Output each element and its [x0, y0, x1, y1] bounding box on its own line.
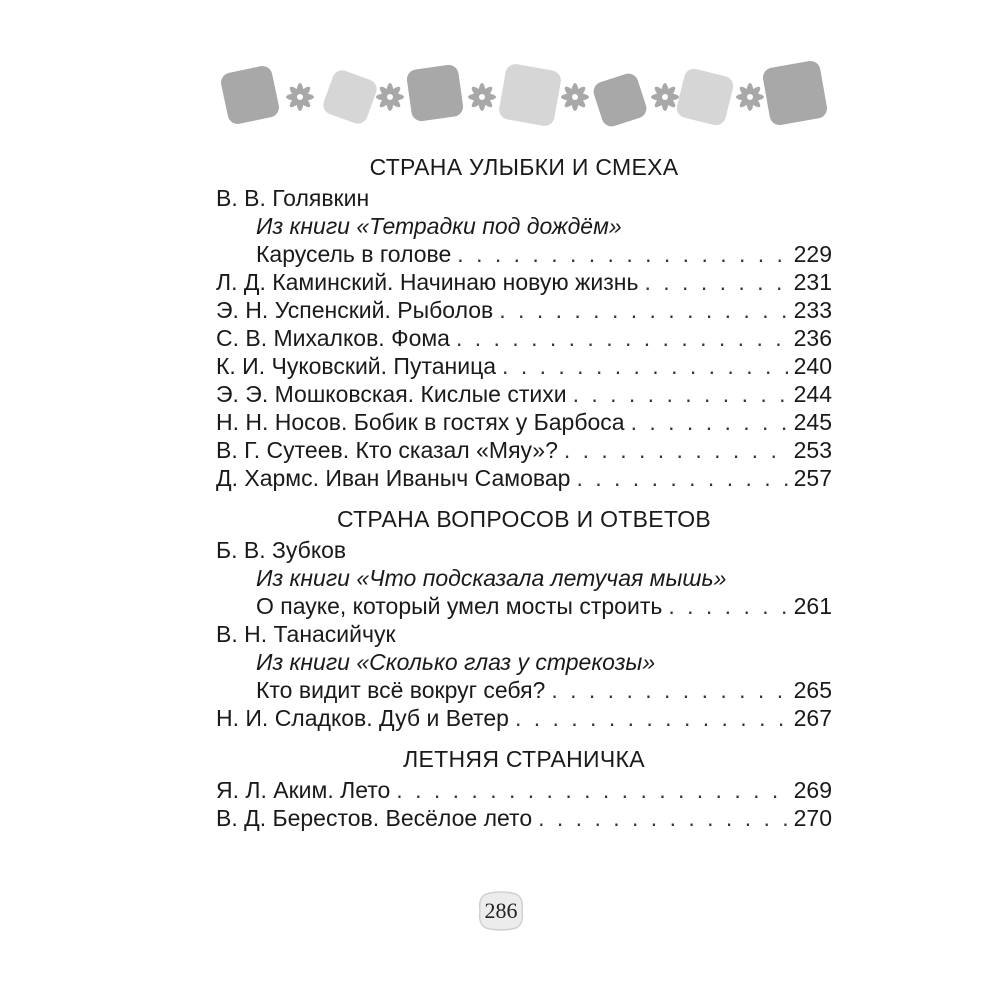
toc-entry-page: 229	[793, 241, 832, 267]
toc-entry	[216, 704, 832, 732]
toc-entry-title: Я. Л. Аким. Лето	[216, 777, 391, 803]
dot-leader	[456, 324, 788, 352]
dot-leader	[645, 268, 788, 296]
dot-leader	[499, 296, 787, 324]
toc-entry	[216, 352, 832, 380]
dot-leader	[576, 464, 787, 492]
toc-book-source: Из книги «Тетрадки под дождём»	[256, 213, 622, 239]
toc-entry-title: О пауке, который умел мосты строить	[256, 593, 663, 619]
toc-entry-title: К. И. Чуковский. Путаница	[216, 353, 497, 379]
toc-book-source: Из книги «Что подсказала летучая мышь»	[256, 565, 727, 591]
toc-entry-page: 261	[793, 593, 832, 619]
dot-leader	[502, 352, 788, 380]
asterisk-flower-icon	[561, 83, 589, 111]
page-number-badge	[476, 890, 526, 932]
toc-entry-title: Н. И. Сладков. Дуб и Ветер	[216, 705, 509, 731]
toc-entry-page: 245	[793, 409, 832, 435]
toc-entry	[216, 408, 832, 436]
dot-leader	[396, 776, 787, 804]
ornament-square	[219, 64, 281, 126]
toc-entry	[216, 436, 832, 464]
asterisk-flower-icon	[736, 83, 764, 111]
toc-author: Б. В. Зубков	[216, 537, 347, 563]
toc-entry	[216, 240, 832, 268]
toc-entry-title: С. В. Михалков. Фома	[216, 325, 450, 351]
toc-entry-page: 236	[793, 325, 832, 351]
section-title: СТРАНА ВОПРОСОВ И ОТВЕТОВ	[336, 506, 712, 532]
toc-author: В. В. Голявкин	[216, 185, 370, 211]
toc-entry-page: 233	[793, 297, 832, 323]
asterisk-flower-icon	[376, 83, 404, 111]
toc-entry	[216, 676, 832, 704]
ornament-square	[321, 68, 380, 127]
toc-entry-title: В. Д. Берестов. Весёлое лето	[216, 805, 533, 831]
asterisk-flower-icon	[286, 83, 314, 111]
decorative-ornament-border	[210, 55, 840, 145]
page-number: 286	[484, 898, 518, 923]
section-gap	[216, 492, 832, 502]
toc-entry-title: Н. Н. Носов. Бобик в гостях у Барбоса	[216, 409, 625, 435]
toc-entry-title: В. Г. Сутеев. Кто сказал «Мяу»?	[216, 437, 558, 463]
toc-book-source: Из книги «Сколько глаз у стрекозы»	[256, 649, 656, 675]
ornament-square	[498, 63, 563, 128]
toc-entry-page: 257	[793, 465, 832, 491]
toc-entry-page: 269	[793, 777, 832, 803]
toc-entry-page: 244	[793, 381, 832, 407]
toc-entry	[216, 776, 832, 804]
section-gap	[216, 732, 832, 742]
dot-leader	[551, 676, 787, 704]
ornament-square	[675, 67, 736, 128]
toc-entry-page: 231	[793, 269, 832, 295]
dot-leader	[573, 380, 788, 408]
asterisk-flower-icon	[468, 83, 496, 111]
dot-leader	[515, 704, 788, 732]
toc-entry-page: 240	[793, 353, 832, 379]
section-title: ЛЕТНЯЯ СТРАНИЧКА	[403, 746, 645, 772]
ornament-square	[591, 71, 649, 129]
toc-entry-title: Карусель в голове	[256, 241, 452, 267]
dot-leader	[564, 436, 788, 464]
toc-entry-title: Э. Н. Успенский. Рыболов	[216, 297, 494, 323]
toc-entry	[216, 380, 832, 408]
dot-leader	[668, 592, 787, 620]
toc-entry-page: 267	[793, 705, 832, 731]
dot-leader	[538, 804, 788, 832]
toc-entry	[216, 592, 832, 620]
ornament-square	[761, 59, 828, 126]
toc-entry	[216, 268, 832, 296]
toc-entry-title: Э. Э. Мошковская. Кислые стихи	[216, 381, 567, 407]
ornament-square	[406, 64, 465, 123]
toc-entry-title: Кто видит всё вокруг себя?	[256, 677, 546, 703]
asterisk-flower-icon	[651, 83, 679, 111]
toc-entry	[216, 804, 832, 832]
dot-leader	[457, 240, 787, 268]
toc-entry-title: Л. Д. Каминский. Начинаю новую жизнь	[216, 269, 639, 295]
toc-entry	[216, 324, 832, 352]
toc-entry-page: 270	[793, 805, 832, 831]
toc-entry	[216, 464, 832, 492]
toc-entry-page: 265	[793, 677, 832, 703]
section-title: СТРАНА УЛЫБКИ И СМЕХА	[369, 154, 679, 180]
dot-leader	[631, 408, 788, 436]
toc-entry-title: Д. Хармс. Иван Иваныч Самовар	[216, 465, 571, 491]
toc-author: В. Н. Танасийчук	[216, 621, 396, 647]
table-of-contents	[216, 150, 832, 832]
toc-entry-page: 253	[793, 437, 832, 463]
toc-entry	[216, 296, 832, 324]
